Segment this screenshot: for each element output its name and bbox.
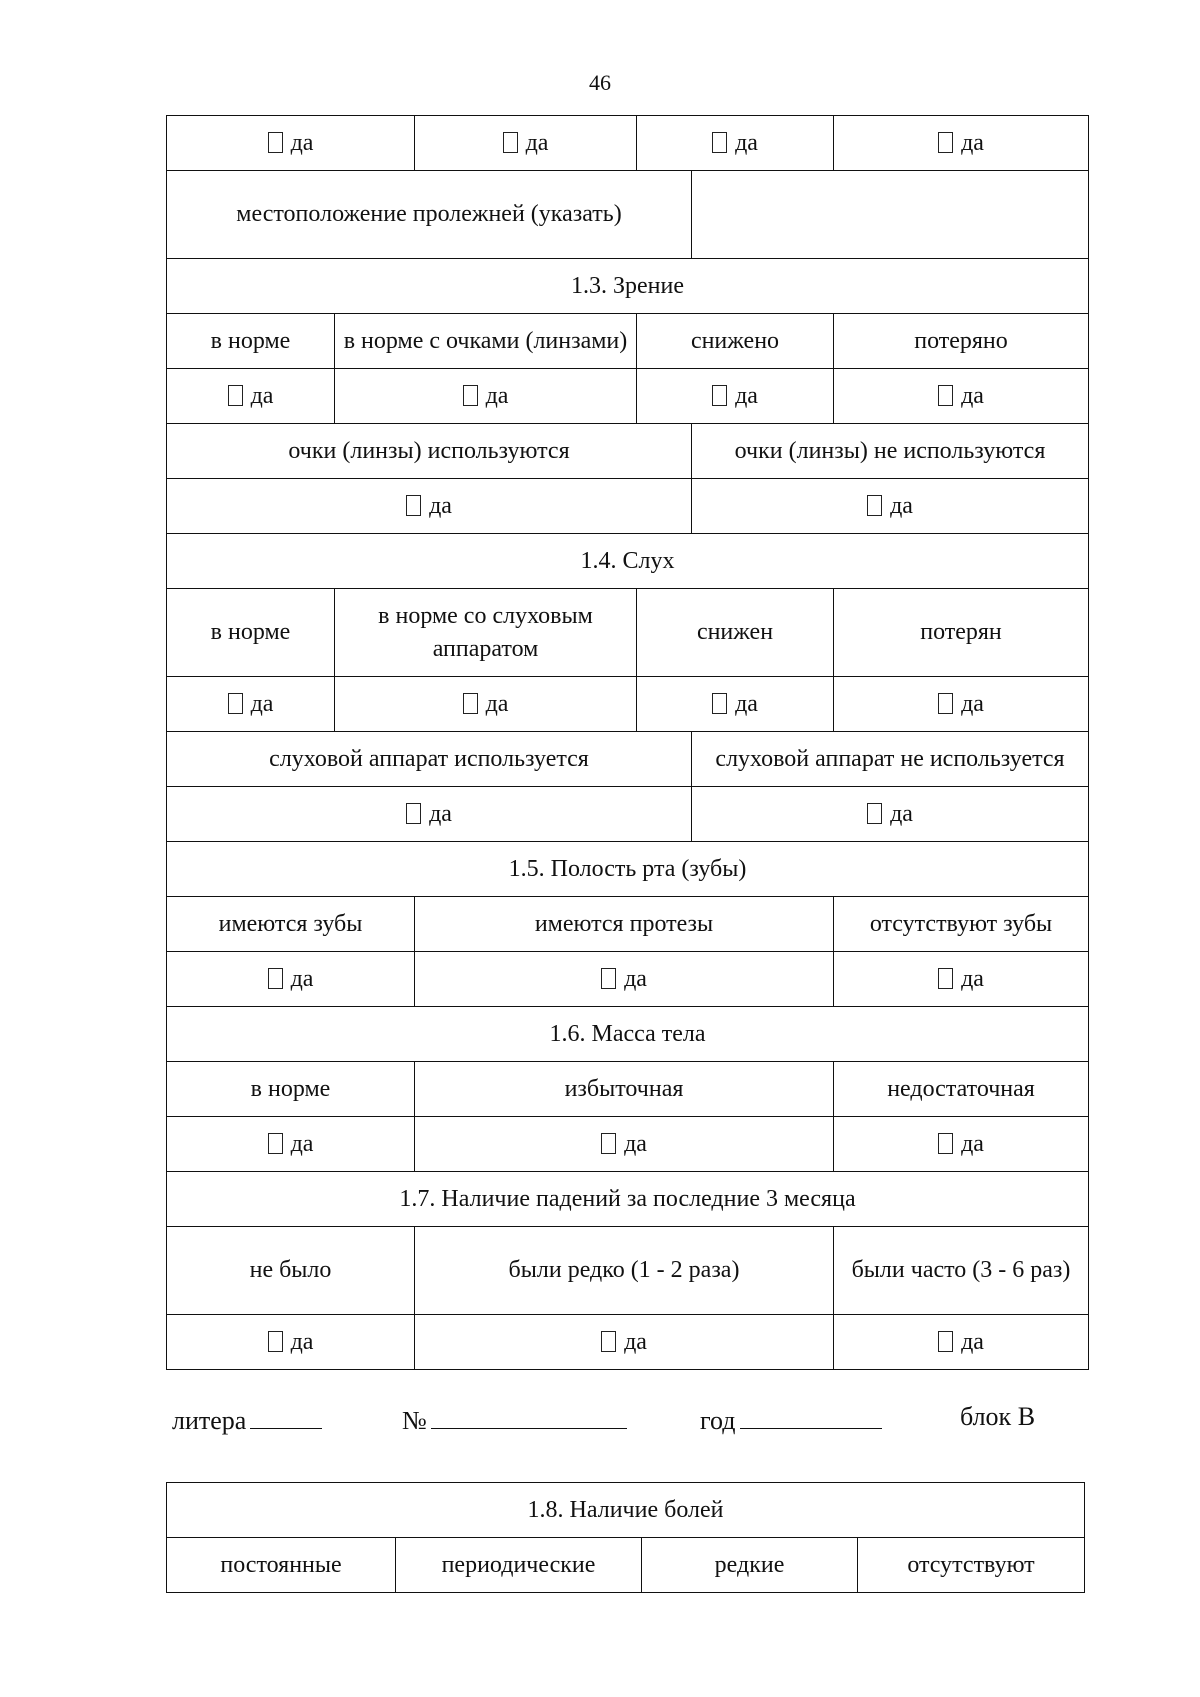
- glasses-usage-row: [167, 424, 1089, 479]
- footer-number: [402, 1402, 627, 1436]
- empty-square-checkbox-icon[interactable]: [938, 1133, 953, 1154]
- checkbox-cell[interactable]: [834, 952, 1089, 1007]
- yes-label: да: [735, 690, 758, 717]
- empty-square-checkbox-icon[interactable]: [938, 385, 953, 406]
- checkbox-cell[interactable]: [637, 116, 834, 171]
- yes-label: да: [890, 800, 913, 827]
- yes-label: да: [624, 1130, 647, 1157]
- footer-litera: [172, 1402, 322, 1436]
- pain-option-rare: редкие: [642, 1538, 858, 1593]
- empty-square-checkbox-icon[interactable]: [867, 495, 882, 516]
- checkbox-cell[interactable]: [167, 787, 692, 842]
- checkbox-cell[interactable]: [167, 369, 335, 424]
- checkbox-cell[interactable]: [692, 479, 1089, 534]
- hearing-option-normal: в норме: [167, 589, 335, 677]
- glasses-not-used-label: очки (линзы) не используются: [692, 424, 1089, 479]
- bedsore-location-label: местоположение пролежней (указать): [167, 171, 692, 259]
- checkbox-cell[interactable]: [834, 1315, 1089, 1370]
- yes-label: да: [485, 690, 509, 717]
- falls-checkbox-row: [167, 1315, 1089, 1370]
- yes-label: да: [290, 1130, 314, 1157]
- checkbox-cell[interactable]: [335, 677, 637, 732]
- footer-year: [700, 1402, 882, 1436]
- yes-label: да: [961, 1328, 984, 1355]
- empty-square-checkbox-icon[interactable]: [712, 693, 727, 714]
- empty-square-checkbox-icon[interactable]: [268, 968, 283, 989]
- yes-label: да: [290, 1328, 314, 1355]
- yes-label: да: [290, 129, 314, 156]
- hearing-option-lost: потерян: [834, 589, 1089, 677]
- empty-square-checkbox-icon[interactable]: [268, 132, 283, 153]
- checkbox-cell[interactable]: [415, 952, 834, 1007]
- empty-square-checkbox-icon[interactable]: [601, 1331, 616, 1352]
- checkbox-cell[interactable]: [167, 952, 415, 1007]
- vision-option-with-glasses: в норме с очками (линзами): [335, 314, 637, 369]
- footer-block: [960, 1402, 1035, 1432]
- hearing-options-row: [167, 589, 1089, 677]
- vision-options-row: [167, 314, 1089, 369]
- bedsore-checkbox-row: [167, 116, 1089, 171]
- body-mass-section-title: 1.6. Масса тела: [167, 1007, 1089, 1062]
- empty-square-checkbox-icon[interactable]: [406, 495, 421, 516]
- teeth-checkbox-row: [167, 952, 1089, 1007]
- empty-square-checkbox-icon[interactable]: [268, 1133, 283, 1154]
- pain-option-absent: отсутствуют: [858, 1538, 1085, 1593]
- checkbox-cell[interactable]: [834, 369, 1089, 424]
- yes-label: да: [429, 492, 452, 519]
- hearing-aid-used-label: слуховой аппарат используется: [167, 732, 692, 787]
- checkbox-cell[interactable]: [167, 1117, 415, 1172]
- pain-options-row: [167, 1538, 1085, 1593]
- empty-square-checkbox-icon[interactable]: [938, 132, 953, 153]
- vision-section-title: 1.3. Зрение: [167, 259, 1089, 314]
- page-number: 46: [589, 70, 611, 95]
- hearing-aid-checkbox-row: [167, 787, 1089, 842]
- teeth-option-present: имеются зубы: [167, 897, 415, 952]
- checkbox-cell[interactable]: [834, 677, 1089, 732]
- yes-label: да: [961, 382, 984, 409]
- empty-square-checkbox-icon[interactable]: [601, 968, 616, 989]
- falls-options-row: [167, 1227, 1089, 1315]
- bedsore-location-row: [167, 171, 1089, 259]
- checkbox-cell[interactable]: [637, 677, 834, 732]
- checkbox-cell[interactable]: [834, 116, 1089, 171]
- vision-option-normal: в норме: [167, 314, 335, 369]
- empty-square-checkbox-icon[interactable]: [228, 693, 243, 714]
- empty-square-checkbox-icon[interactable]: [867, 803, 882, 824]
- yes-label: да: [290, 965, 314, 992]
- checkbox-cell[interactable]: [415, 116, 637, 171]
- glasses-checkbox-row: [167, 479, 1089, 534]
- checkbox-cell[interactable]: [167, 116, 415, 171]
- hearing-aid-usage-row: [167, 732, 1089, 787]
- yes-label: да: [429, 800, 452, 827]
- hearing-option-reduced: снижен: [637, 589, 834, 677]
- yes-label: да: [961, 129, 984, 156]
- checkbox-cell[interactable]: [834, 1117, 1089, 1172]
- empty-square-checkbox-icon[interactable]: [228, 385, 243, 406]
- checkbox-cell[interactable]: [167, 1315, 415, 1370]
- yes-label: да: [890, 492, 913, 519]
- teeth-option-dentures: имеются протезы: [415, 897, 834, 952]
- yes-label: да: [735, 129, 758, 156]
- pain-table: [166, 1482, 1085, 1593]
- checkbox-cell[interactable]: [167, 677, 335, 732]
- checkbox-cell[interactable]: [415, 1315, 834, 1370]
- empty-square-checkbox-icon[interactable]: [938, 693, 953, 714]
- empty-square-checkbox-icon[interactable]: [268, 1331, 283, 1352]
- body-mass-option-normal: в норме: [167, 1062, 415, 1117]
- assessment-form-table: [166, 115, 1089, 1370]
- body-mass-option-excess: избыточная: [415, 1062, 834, 1117]
- empty-square-checkbox-icon[interactable]: [712, 132, 727, 153]
- yes-label: да: [525, 129, 549, 156]
- pain-option-periodic: периодические: [396, 1538, 642, 1593]
- falls-option-none: не было: [167, 1227, 415, 1315]
- body-mass-option-insufficient: недостаточная: [834, 1062, 1089, 1117]
- yes-label: да: [961, 965, 984, 992]
- hearing-aid-not-used-label: слуховой аппарат не используется: [692, 732, 1089, 787]
- empty-square-checkbox-icon[interactable]: [503, 132, 518, 153]
- vision-option-lost: потеряно: [834, 314, 1089, 369]
- yes-label: да: [624, 1328, 647, 1355]
- block-label: блок В: [960, 1402, 1036, 1431]
- empty-square-checkbox-icon[interactable]: [938, 1331, 953, 1352]
- empty-square-checkbox-icon[interactable]: [463, 693, 478, 714]
- body-mass-checkbox-row: [167, 1117, 1089, 1172]
- hearing-option-with-aid: в норме со слуховым аппаратом: [335, 589, 637, 677]
- number-label: №: [402, 1406, 427, 1435]
- checkbox-cell[interactable]: [335, 369, 637, 424]
- checkbox-cell[interactable]: [637, 369, 834, 424]
- teeth-option-absent: отсутствуют зубы: [834, 897, 1089, 952]
- yes-label: да: [624, 965, 647, 992]
- body-mass-options-row: [167, 1062, 1089, 1117]
- vision-checkbox-row: [167, 369, 1089, 424]
- empty-square-checkbox-icon[interactable]: [601, 1133, 616, 1154]
- litera-blank[interactable]: [250, 1402, 322, 1429]
- empty-square-checkbox-icon[interactable]: [406, 803, 421, 824]
- year-label: год: [700, 1406, 736, 1435]
- empty-square-checkbox-icon[interactable]: [938, 968, 953, 989]
- yes-label: да: [735, 382, 758, 409]
- pain-section-title: 1.8. Наличие болей: [167, 1483, 1085, 1538]
- pain-option-constant: постоянные: [167, 1538, 396, 1593]
- litera-label: литера: [172, 1406, 247, 1435]
- falls-option-rare: были редко (1 - 2 раза): [415, 1227, 834, 1315]
- hearing-checkbox-row: [167, 677, 1089, 732]
- glasses-used-label: очки (линзы) используются: [167, 424, 692, 479]
- checkbox-cell[interactable]: [415, 1117, 834, 1172]
- bedsore-location-input[interactable]: [692, 171, 1089, 259]
- number-blank[interactable]: [431, 1402, 627, 1429]
- year-blank[interactable]: [740, 1402, 882, 1429]
- yes-label: да: [250, 382, 274, 409]
- checkbox-cell[interactable]: [167, 479, 692, 534]
- empty-square-checkbox-icon[interactable]: [712, 385, 727, 406]
- hearing-section-title: 1.4. Слух: [167, 534, 1089, 589]
- teeth-section-title: 1.5. Полость рта (зубы): [167, 842, 1089, 897]
- falls-section-title: 1.7. Наличие падений за последние 3 месяца: [167, 1172, 1089, 1227]
- empty-square-checkbox-icon[interactable]: [463, 385, 478, 406]
- vision-option-reduced: снижено: [637, 314, 834, 369]
- yes-label: да: [961, 1130, 984, 1157]
- yes-label: да: [250, 690, 274, 717]
- teeth-options-row: [167, 897, 1089, 952]
- yes-label: да: [961, 690, 984, 717]
- checkbox-cell[interactable]: [692, 787, 1089, 842]
- yes-label: да: [485, 382, 509, 409]
- falls-option-frequent: были часто (3 - 6 раз): [834, 1227, 1089, 1315]
